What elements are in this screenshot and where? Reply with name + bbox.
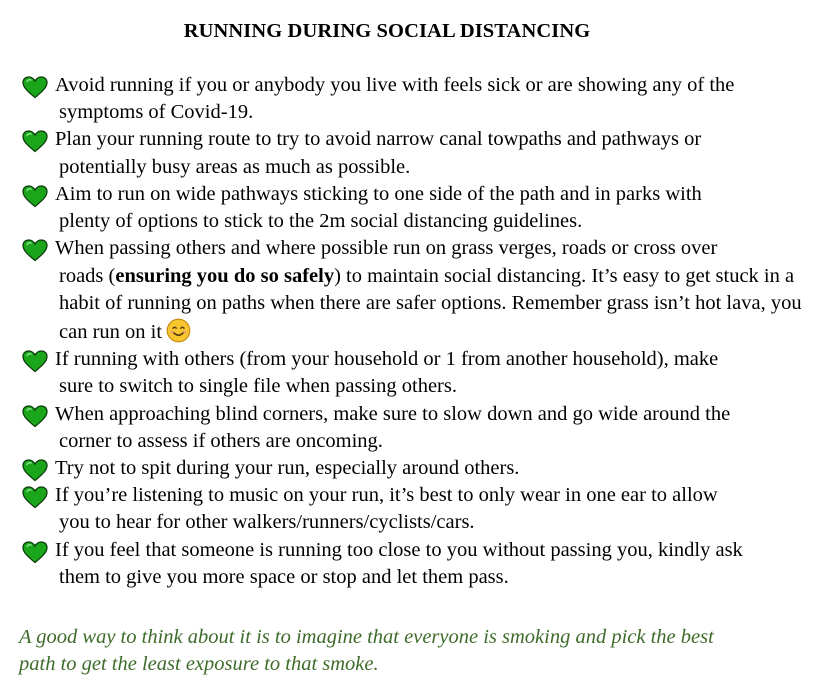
- tip-text-line1: Avoid running if you or anybody you live with feels sick or are showing any of the: [55, 74, 735, 96]
- tip-text-line1: Plan your running route to try to avoid narrow canal towpaths and pathways or: [55, 128, 702, 151]
- green-heart-icon: [22, 76, 48, 99]
- list-item: [0, 72, 826, 126]
- list-item: [0, 482, 826, 536]
- tip-text-continued: symptoms of Covid-19.: [59, 101, 254, 124]
- tip-text: roads (: [59, 264, 116, 287]
- tip-text-line1: Try not to spit during your run, especially around others.: [55, 457, 520, 480]
- smiling-face-icon: [166, 318, 191, 343]
- list-item: [0, 346, 826, 400]
- closing-quote: [19, 624, 819, 677]
- page-title: RUNNING DURING SOCIAL DISTANCING: [183, 20, 591, 42]
- tip-text-line1: If you feel that someone is running too close to you without passing you, kindly ask: [55, 538, 743, 561]
- list-item: [0, 126, 826, 180]
- tip-text-line1: When passing others and where possible run on grass verges, roads or cross over: [55, 237, 718, 260]
- green-heart-icon: [22, 459, 48, 482]
- green-heart-icon: [22, 405, 48, 428]
- closing-quote-line: A good way to think about it is to imagine that everyone is smoking and pick the best: [19, 626, 714, 648]
- tip-text-line1: If you’re listening to music on your run, it’s best to only wear in one ear to allow: [55, 484, 718, 507]
- list-item: [0, 537, 826, 591]
- list-item: [0, 181, 826, 235]
- closing-quote-line: path to get the least exposure to that smoke.: [19, 652, 379, 675]
- tip-text-line1: Aim to run on wide pathways sticking to one side of the path and in parks with: [55, 182, 702, 205]
- green-heart-icon: [22, 185, 48, 208]
- tip-text-continued: plenty of options to stick to the 2m social distancing guidelines.: [59, 210, 583, 233]
- green-heart-icon: [22, 541, 48, 564]
- tips-list: [0, 72, 826, 591]
- tip-text-continued: you to hear for other walkers/runners/cyclists/cars.: [59, 511, 475, 534]
- tip-bold-text: ensuring you do so safely: [115, 264, 335, 287]
- tip-text-continued: potentially busy areas as much as possible.: [59, 155, 411, 178]
- list-item: [0, 235, 826, 346]
- tip-text-continued: [59, 263, 818, 347]
- green-heart-icon: [22, 486, 48, 509]
- tip-text: ) to maintain social distancing. It’s easy to get stuck in a habit of running on paths when there are safer options. Remember grass isn’t hot lava, you can run on it: [59, 264, 802, 343]
- tip-text-continued: them to give you more space or stop and let them pass.: [59, 565, 509, 588]
- list-item: [0, 455, 826, 482]
- tip-text-line1: If running with others (from your household or 1 from another household), make: [55, 348, 719, 371]
- green-heart-icon: [22, 130, 48, 153]
- tip-text-line1: When approaching blind corners, make sure to slow down and go wide around the: [55, 402, 731, 425]
- green-heart-icon: [22, 350, 48, 373]
- tip-text-continued: corner to assess if others are oncoming.: [59, 429, 383, 452]
- tip-text-continued: sure to switch to single file when passing others.: [59, 375, 457, 398]
- list-item: [0, 401, 826, 455]
- green-heart-icon: [22, 239, 48, 262]
